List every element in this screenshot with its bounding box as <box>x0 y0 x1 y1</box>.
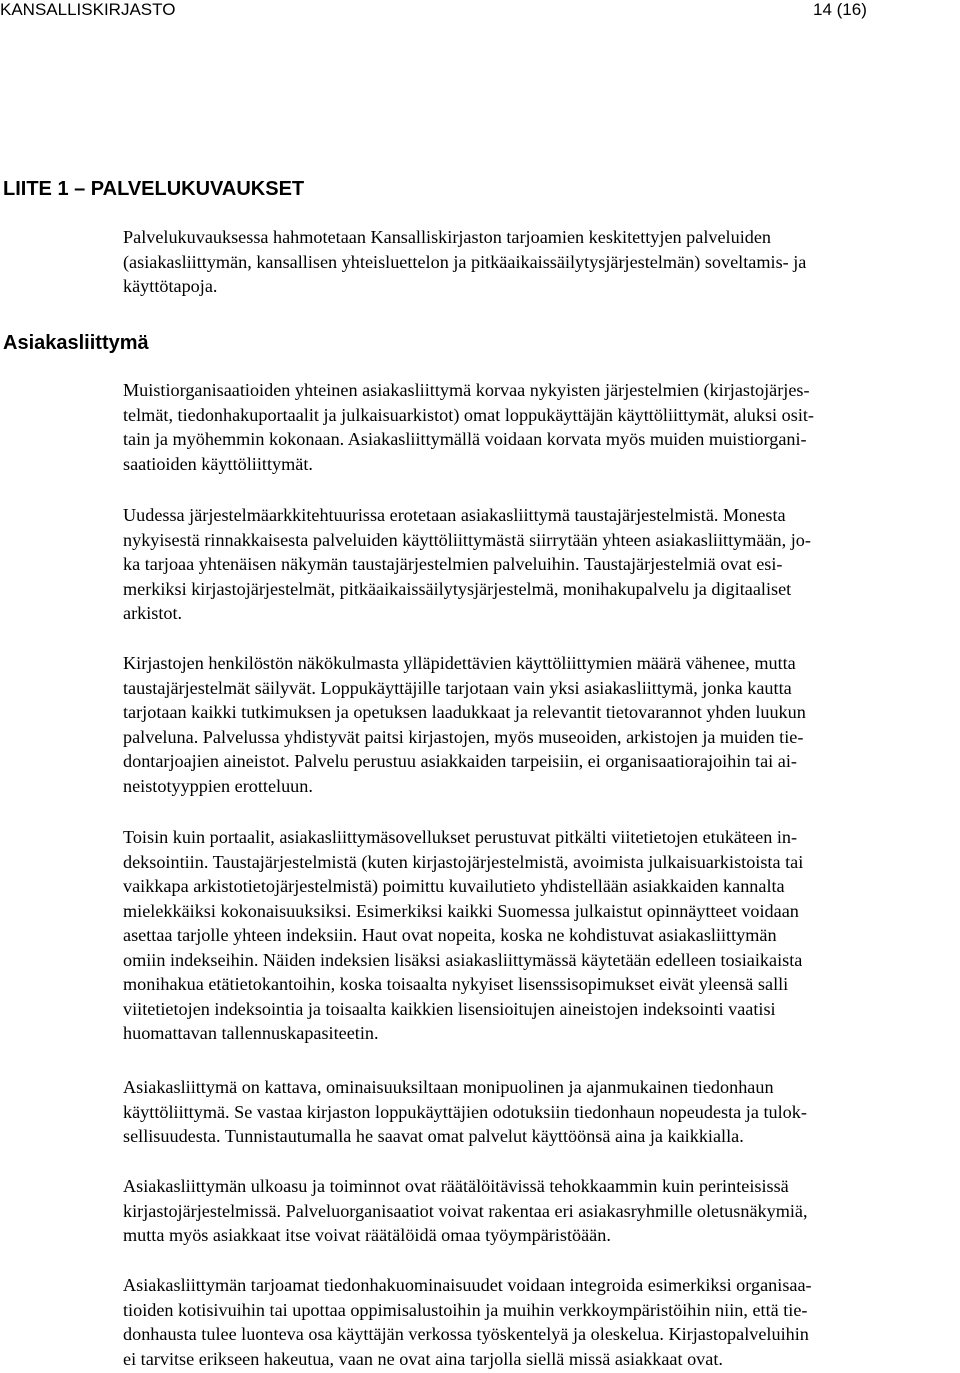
header-organization: KANSALLISKIRJASTO <box>0 0 176 19</box>
text-line: tarjotaan kaikki tutkimuksen ja opetuksen laadukkaat ja relevantit tietovarannot yhden luukun <box>123 702 806 722</box>
text-line: Asiakasliittymä on kattava, ominaisuuksiltaan monipuolinen ja ajanmukainen tiedonhaun <box>123 1077 774 1097</box>
body-paragraph <box>123 651 953 798</box>
text-line: huomattavan tallennuskapasiteetin. <box>123 1023 379 1043</box>
text-line: palveluna. Palvelussa yhdistyvät paitsi kirjastojen, myös museoiden, arkistojen ja muiden tie- <box>123 726 804 747</box>
body-paragraph <box>123 1273 953 1371</box>
text-line: monihakua etätietokantoihin, koska toisaalta nykyiset lisenssisopimukset eivät yleensä salli <box>123 974 789 994</box>
page-number: 14 (16) <box>813 0 867 19</box>
text-line: arkistot. <box>123 603 183 623</box>
body-paragraph <box>123 503 953 626</box>
text-line: donhausta tulee luonteva osa käyttäjän verkossa työskentelyä ja oleskelua. Kirjastopalveluihin <box>123 1324 809 1344</box>
text-line: Asiakasliittymän tarjoamat tiedonhakuominaisuudet voidaan integroida esimerkiksi organisaa- <box>123 1275 812 1295</box>
text-line: Toisin kuin portaalit, asiakasliittymäsovellukset perustuvat pitkälti viitetietojen etukäteen in- <box>123 827 798 847</box>
text-line: mutta myös asiakkaat itse voivat räätälöidä omaa työympäristöään. <box>123 1225 611 1245</box>
text-line: vaikkapa arkistotietojärjestelmistä) poimittu kuvailutieto yhdistellään asiakkaiden kannalta <box>123 876 785 896</box>
text-line: (asiakasliittymän, kansallisen yhteisluettelon ja pitkäaikaissäilytysjärjestelmän) soveltamis- ja <box>123 251 807 272</box>
text-line: käyttötapoja. <box>123 276 218 296</box>
text-line: neistotyyppien erotteluun. <box>123 775 313 796</box>
text-line: kirjastojärjestelmissä. Palveluorganisaatiot voivat rakentaa eri asiakasryhmille oletusnäkymiä, <box>123 1200 808 1221</box>
text-line: asettaa tarjolle yhteen indeksiin. Haut ovat nopeita, koska ne kohdistuvat asiakasliittymän <box>123 925 777 945</box>
intro-paragraph <box>123 225 953 299</box>
text-line: tain ja myöhemmin kokonaan. Asiakasliittymällä voidaan korvata myös muiden muistiorgani- <box>123 429 807 449</box>
text-line: Asiakasliittymän ulkoasu ja toiminnot ovat räätälöitävissä tehokkaammin kuin perinteisissä <box>123 1176 789 1196</box>
text-line: viitetietojen indeksointia ja toisaalta kaikkien lisensioitujen aineistojen indeksointi vaatisi <box>123 998 776 1019</box>
text-line: nykyisestä rinnakkaisesta palveluiden käyttöliittymästä siirrytään yhteen asiakasliittymään, jo- <box>123 529 811 550</box>
text-line: käyttöliittymä. Se vastaa kirjaston loppukäyttäjien odotuksiin tiedonhaun nopeudesta ja tulok- <box>123 1101 807 1122</box>
text-line: sellisuudesta. Tunnistautumalla he saavat omat palvelut käyttöönsä aina ja kaikkialla. <box>123 1126 744 1146</box>
text-line: dontarjoajien aineistot. Palvelu perustuu asiakkaiden tarpeisiin, ei organisaatiorajoihin tai ai- <box>123 751 797 771</box>
text-line: mielekkäiksi kokonaisuuksiksi. Esimerkiksi kaikki Suomessa julkaistut opinnäytteet voidaan <box>123 900 799 921</box>
body-paragraph <box>123 1075 953 1149</box>
appendix-title: LIITE 1 – PALVELUKUVAUKSET <box>3 178 305 200</box>
body-paragraph <box>123 1174 953 1248</box>
text-line: Uudessa järjestelmäarkkitehtuurissa erotetaan asiakasliittymä taustajärjestelmistä. Monesta <box>123 505 786 525</box>
text-line: merkiksi kirjastojärjestelmät, pitkäaikaissäilytysjärjestelmä, monihakupalvelu ja digitaaliset <box>123 578 792 599</box>
section-heading: Asiakasliittymä <box>3 332 149 354</box>
text-line: Muistiorganisaatioiden yhteinen asiakasliittymä korvaa nykyisten järjestelmien (kirjastojärjes- <box>123 380 810 400</box>
text-line: Palvelukuvauksessa hahmotetaan Kansalliskirjaston tarjoamien keskitettyjen palveluiden <box>123 227 772 247</box>
text-line: omiin indekseihin. Näiden indeksien lisäksi asiakasliittymässä käytetään edelleen tosiaikaista <box>123 949 803 970</box>
text-line: tioiden kotisivuihin tai upottaa oppimisalustoihin ja muihin verkkoympäristöihin niin, että tie- <box>123 1299 808 1320</box>
body-paragraph <box>123 825 953 1046</box>
text-line: ka tarjoaa yhtenäisen näkymän taustajärjestelmien palveluihin. Taustajärjestelmiä ovat esi- <box>123 554 783 574</box>
text-line: ei tarvitse erikseen hakeutua, vaan ne ovat aina tarjolla siellä missä asiakkaat ovat. <box>123 1348 723 1369</box>
text-line: deksointiin. Taustajärjestelmistä (kuten kirjastojärjestelmistä, avoimista julkaisuarkistoista tai <box>123 851 804 872</box>
text-line: taustajärjestelmät säilyvät. Loppukäyttäjille tarjotaan vain yksi asiakasliittymä, jonka kautta <box>123 677 792 698</box>
text-line: Kirjastojen henkilöstön näkökulmasta ylläpidettävien käyttöliittymien määrä vähenee, mutta <box>123 653 796 673</box>
body-paragraph <box>123 378 953 476</box>
text-line: saatioiden käyttöliittymät. <box>123 453 313 474</box>
text-line: telmät, tiedonhakuportaalit ja julkaisuarkistot) omat loppukäyttäjän käyttöliittymät, aluksi osit- <box>123 404 814 425</box>
